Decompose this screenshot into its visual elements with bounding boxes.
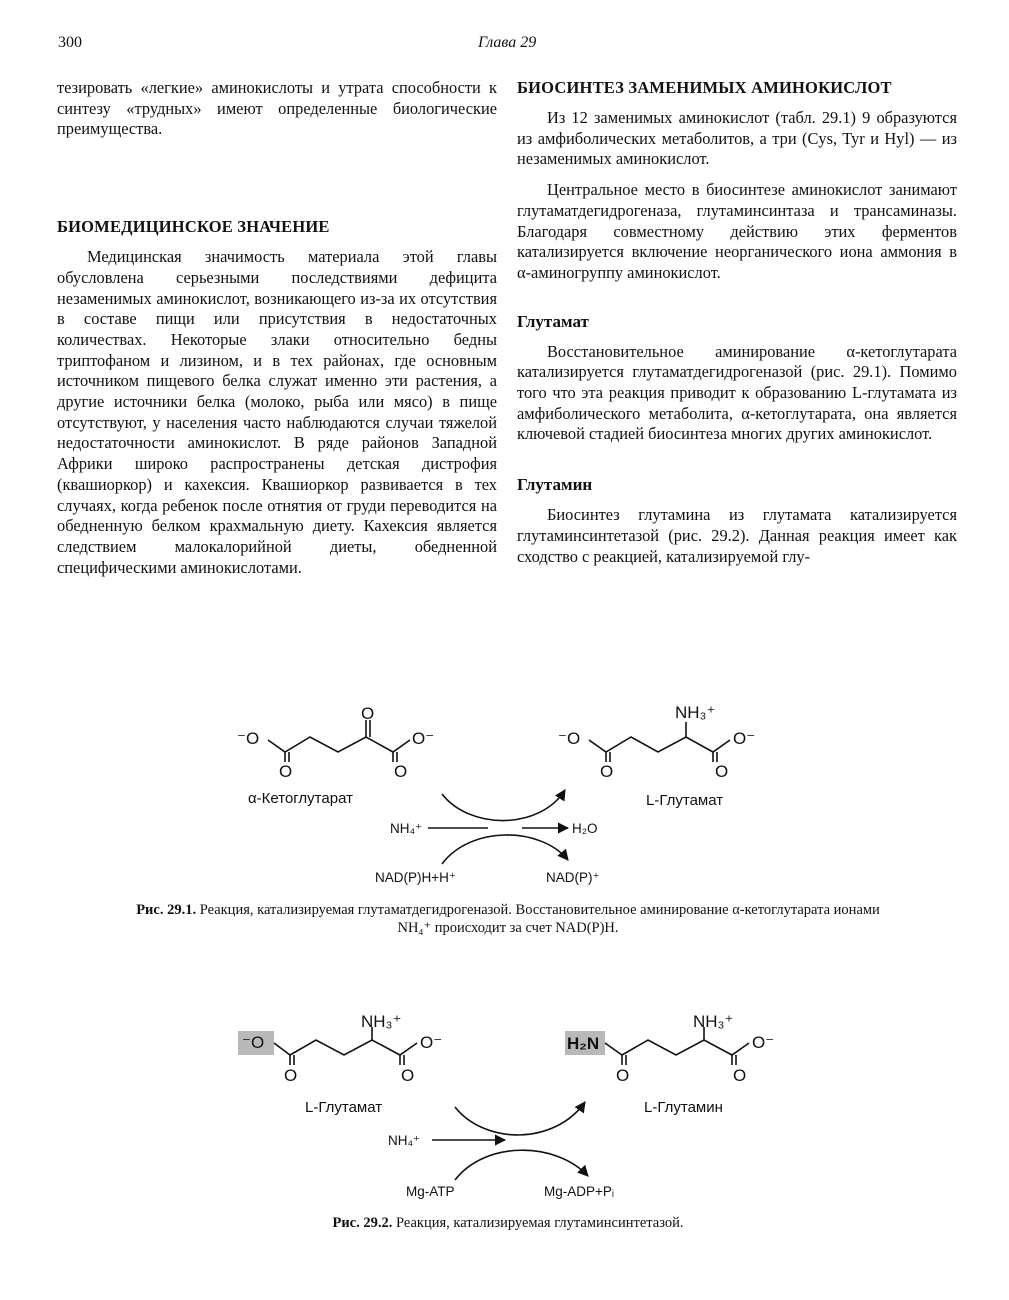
figure-29-1 — [0, 690, 1009, 940]
reagent-nadph: NAD(P)H+H⁺ — [375, 870, 457, 885]
atom-o-keto-1: O — [361, 704, 375, 723]
atom-o-minus-right-3: O⁻ — [420, 1033, 443, 1052]
substrate-label-2: L-Глутамат — [305, 1099, 383, 1116]
figure-29-2-diagram — [0, 1000, 1009, 1200]
reagent-nh4-1: NH₄⁺ — [390, 821, 423, 836]
l-glutamate-structure-1 — [589, 722, 730, 762]
atom-o-minus-left-2: ⁻O — [558, 729, 581, 748]
reaction-arrows-1 — [428, 790, 568, 864]
glutamine-paragraph: Биосинтез глутамина из глутамата катализируется глутаминсинтетазой (рис. 29.2). Данная реакция имеет как сходство с реакцией, катализируемой глу- — [517, 505, 957, 566]
glutamate-paragraph: Восстановительное аминирование α-кетоглутарата катализируется глутаматдегидрогеназой (рис. 29.1). Помимо того что эта реакция приводит к образованию L-глутамата из амфиболического метаболита, α-кетоглутарата, она является ключевой стадией биосинтеза многих других аминокислот. — [517, 341, 957, 444]
atom-o-right-4: O — [733, 1066, 747, 1085]
atom-o-left-1: O — [279, 762, 293, 781]
atom-nh3-2: NH₃⁺ — [361, 1012, 402, 1031]
atom-o-minus-right-1: O⁻ — [412, 729, 435, 748]
biomedical-paragraph: Медицинская значимость материала этой главы обусловлена серьезными последствиями дефицита незаменимых аминокислот, возникающего из-за их отсутствия в составе пищи или присутствия в недостаточных количествах. Некоторые злаки относительно бедны триптофаном и лизином, и в тех районах, где основным источником пищевого белка служат именно эти растения, а другие источники белка (молоко, рыба или мясо) в пище отсутствуют, у населения часто наблюдаются случаи тяжелой недостаточности аминокислот. В ряде районов Западной Африки широко распространены детская дистрофия (квашиоркор) и кахексия. Квашиоркор развивается в тех случаях, когда ребенок после отнятия от груди переводится на обедненную белком крахмальную диету. Кахексия является следствием малокалорийной диеты, обедненной специфическими аминокислотами. — [57, 247, 497, 577]
product-label-2: L-Глутамин — [644, 1099, 723, 1116]
atom-o-minus-left-1: ⁻O — [237, 729, 260, 748]
atom-h2n: H₂N — [567, 1034, 600, 1053]
figure-29-1-number: Рис. 29.1. — [136, 902, 197, 918]
atom-nh3-1: NH₃⁺ — [675, 703, 716, 722]
product-h2o: H₂O — [572, 821, 598, 836]
atom-nh3-3: NH₃⁺ — [693, 1012, 734, 1031]
atom-o-right-2: O — [715, 762, 729, 781]
figure-29-2-number: Рис. 29.2. — [332, 1215, 393, 1231]
intro-paragraph: тезировать «легкие» аминокислоты и утрата способности к синтезу «трудных» имеют определенные биологические преимущества. — [57, 78, 497, 139]
figure-29-1-caption-line-2: NH₄⁺ происходит за счет NAD(P)H. — [397, 920, 619, 936]
right-column — [517, 78, 957, 567]
product-mg-adp: Mg-ADP+Pᵢ — [544, 1184, 615, 1199]
atom-o-minus-right-4: O⁻ — [752, 1033, 775, 1052]
substrate-label-1: α-Кетоглутарат — [248, 790, 353, 807]
reaction-arrows-2 — [432, 1102, 588, 1180]
atom-o-right-3: O — [401, 1066, 415, 1085]
product-label-1: L-Глутамат — [646, 792, 724, 809]
page-number: 300 — [58, 34, 82, 51]
figure-29-2 — [0, 1000, 1009, 1240]
reagent-mg-atp: Mg-ATP — [406, 1184, 455, 1199]
atom-o-left-4: O — [616, 1066, 630, 1085]
l-glutamate-structure-2 — [274, 1027, 417, 1065]
subsection-title-glutamine: Глутамин — [517, 475, 593, 495]
atom-o-right-1: O — [394, 762, 408, 781]
figure-29-2-caption — [58, 1214, 958, 1232]
atom-o-minus-left-3: ⁻O — [242, 1033, 265, 1052]
figure-29-1-caption — [58, 901, 958, 937]
atom-o-minus-right-2: O⁻ — [733, 729, 756, 748]
atom-o-left-2: O — [600, 762, 614, 781]
product-nadp: NAD(P)⁺ — [546, 870, 600, 885]
atom-o-left-3: O — [284, 1066, 298, 1085]
section-title-biosynthesis: БИОСИНТЕЗ ЗАМЕНИМЫХ АМИНОКИСЛОТ — [517, 78, 892, 97]
chapter-title: Глава 29 — [478, 34, 537, 51]
biosynthesis-paragraph-1: Из 12 заменимых аминокислот (табл. 29.1) 9 образуются из амфиболических метаболитов, а три (Cys, Tyr и Hyl) — из незаменимых аминокислот. — [517, 108, 957, 169]
figure-29-2-caption-text: Реакция, катализируемая глутаминсинтетазой. — [396, 1215, 684, 1231]
subsection-title-glutamate: Глутамат — [517, 311, 589, 331]
left-column — [57, 78, 497, 578]
figure-29-1-diagram — [0, 690, 1009, 890]
figure-29-1-caption-line-1: Реакция, катализируемая глутаматдегидрогеназой. Восстановительное аминирование α-кетоглутарата ионами — [199, 902, 880, 918]
l-glutamine-structure — [605, 1027, 749, 1065]
section-title-biomedical: БИОМЕДИЦИНСКОЕ ЗНАЧЕНИЕ — [57, 217, 330, 237]
reagent-nh4-2: NH₄⁺ — [388, 1133, 421, 1148]
running-head — [58, 34, 958, 58]
alpha-ketoglutarate-structure — [268, 720, 410, 762]
biosynthesis-paragraph-2: Центральное место в биосинтезе аминокислот занимают глутаматдегидрогеназа, глутаминсинтаза и трансаминазы. Благодаря совместному действию этих ферментов катализируется включение неорганического иона аммония в α-аминогруппу аминокислот. — [517, 180, 957, 282]
